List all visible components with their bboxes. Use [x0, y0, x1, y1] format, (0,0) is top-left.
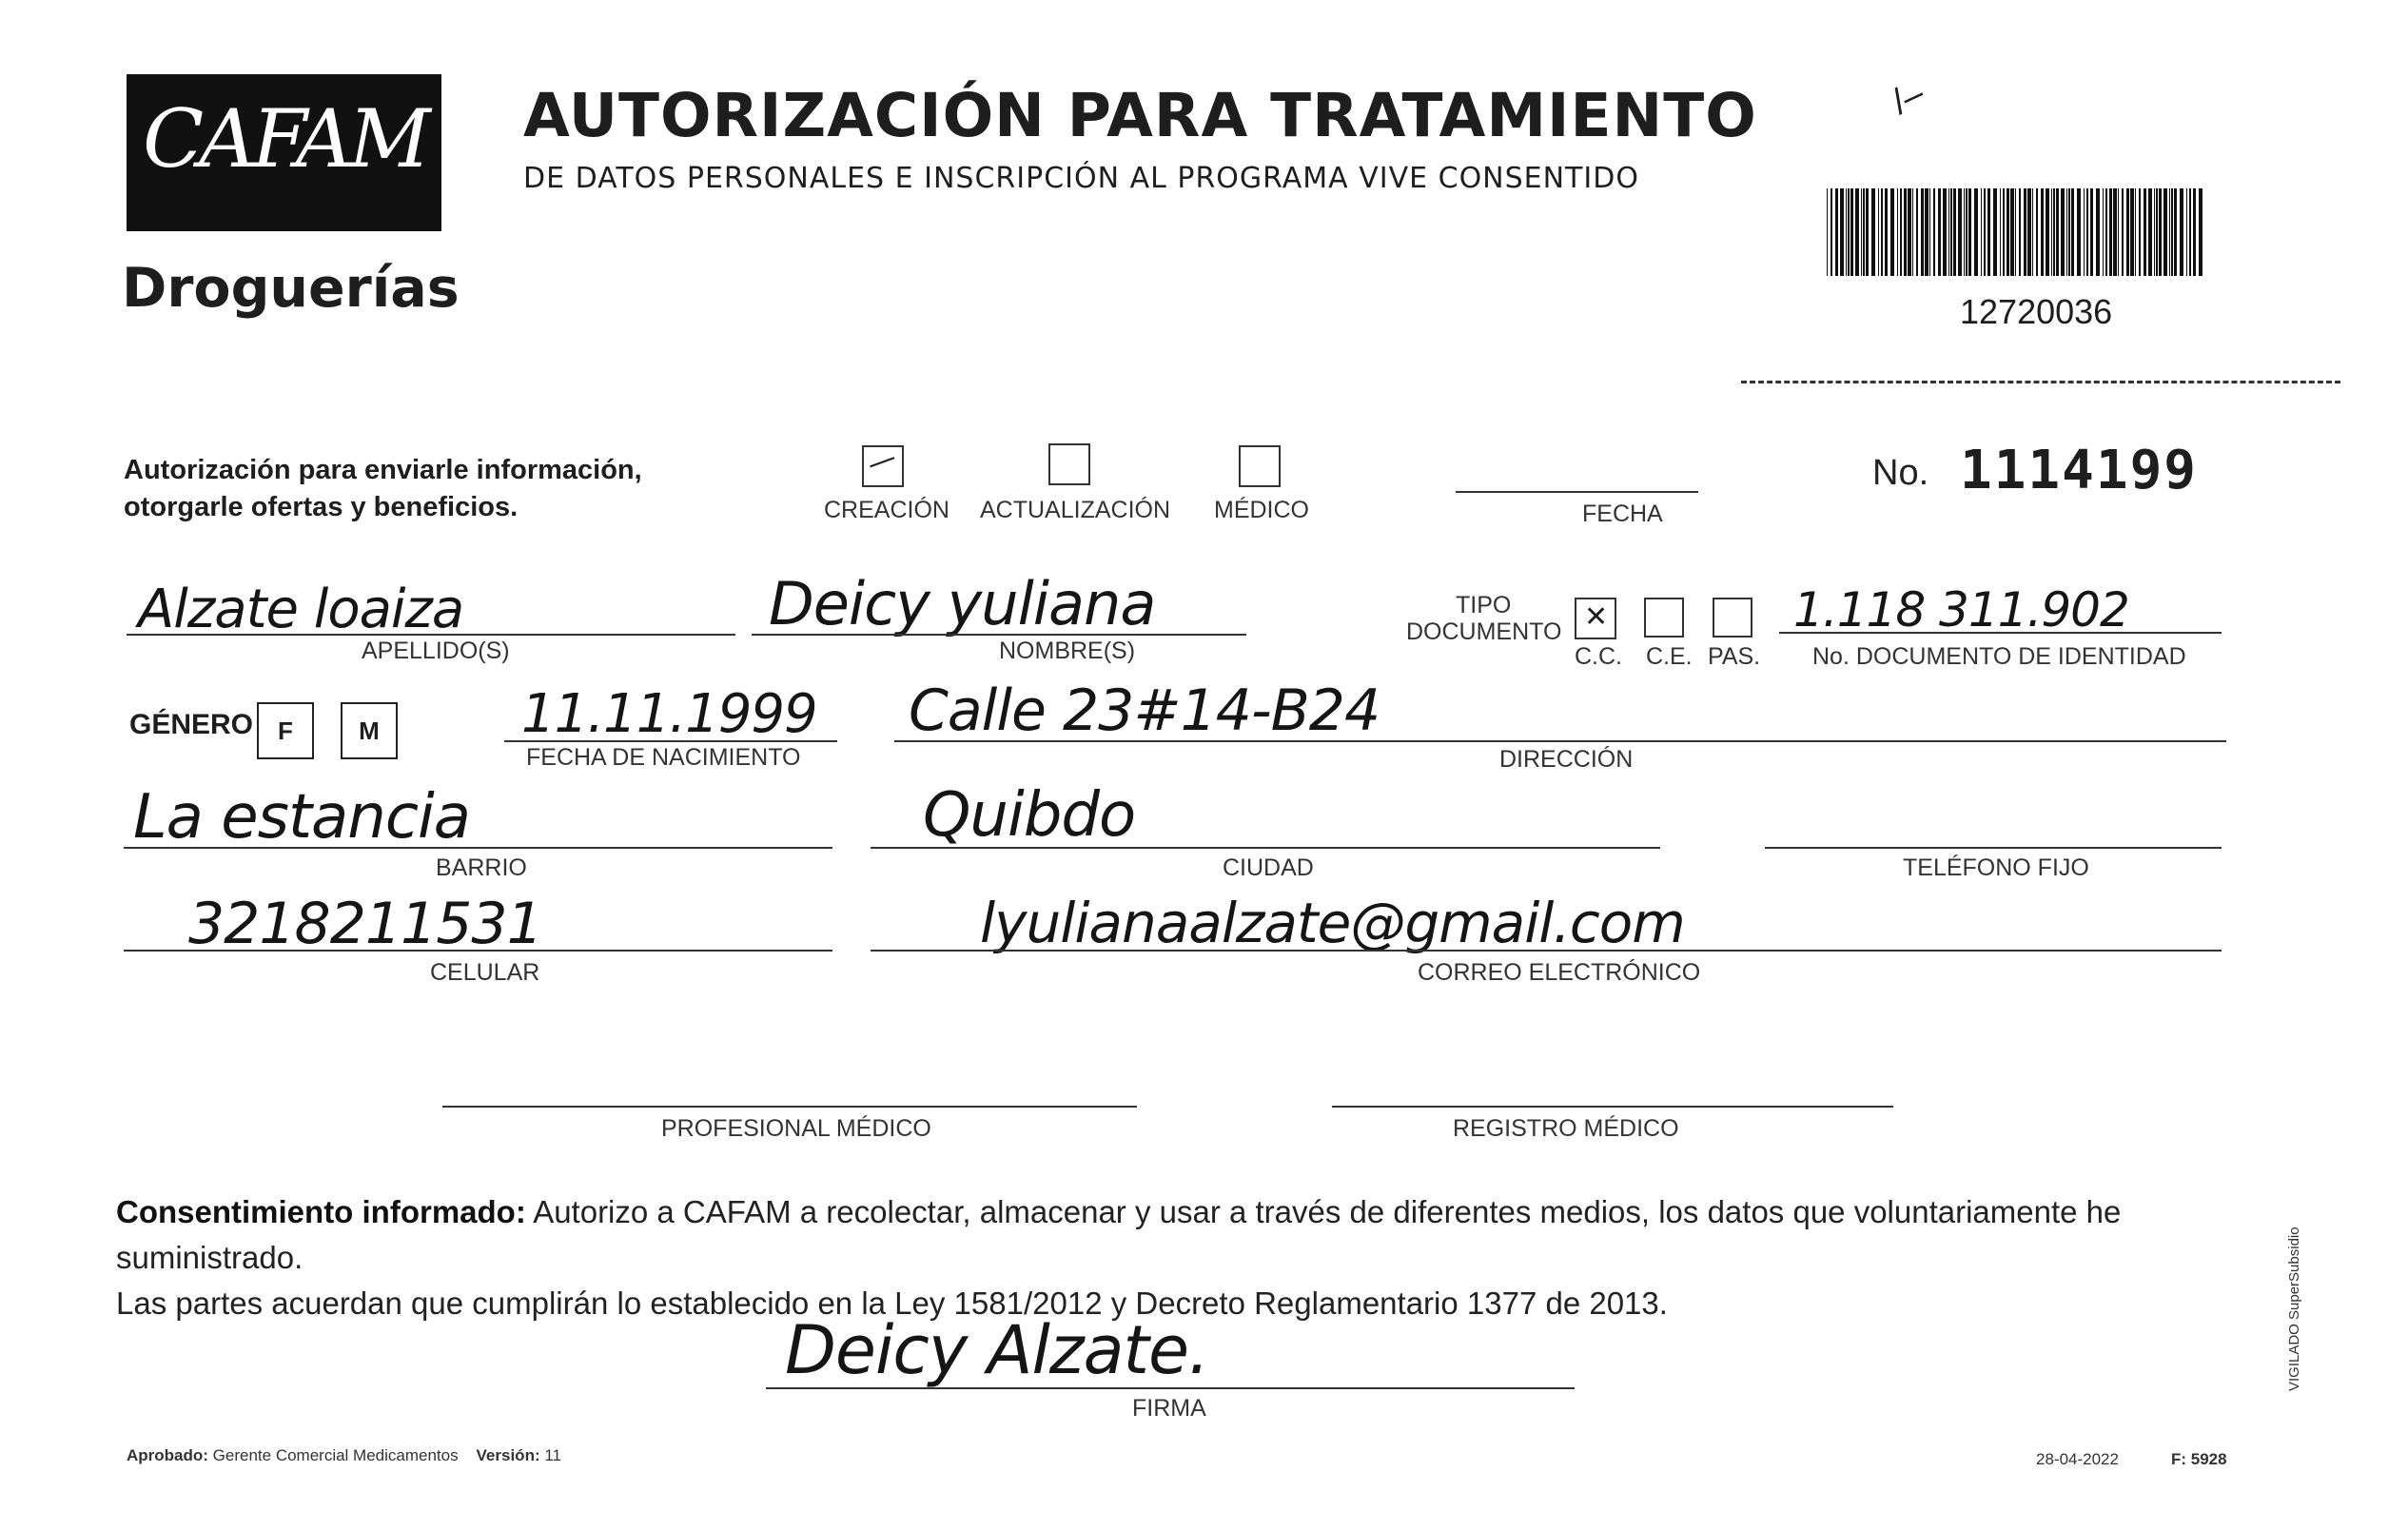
vigilado-text: VIGILADO SuperSubsidio	[2286, 1227, 2302, 1391]
doc-number-label: No. DOCUMENTO DE IDENTIDAD	[1812, 643, 2186, 670]
number-value: 1114199	[1960, 440, 2199, 501]
authorization-intro-1: Autorización para enviarle información,	[124, 455, 642, 485]
footer-form-code: F: 5928	[2171, 1450, 2227, 1468]
signature-line[interactable]	[766, 1387, 1575, 1389]
nombres-label: NOMBRE(S)	[999, 638, 1136, 664]
celular-line[interactable]	[124, 950, 832, 952]
apellidos-value: Alzate loaiza	[138, 579, 464, 640]
registro-label: REGISTRO MÉDICO	[1453, 1115, 1679, 1142]
ciudad-label: CIUDAD	[1223, 854, 1314, 881]
signature-value: Deicy Alzate.	[785, 1311, 1209, 1389]
creacion-checkbox[interactable]	[862, 440, 904, 487]
x-mark-icon: ✕	[1584, 600, 1609, 634]
version-label: Versión:	[476, 1446, 540, 1464]
form-title: AUTORIZACIÓN PARA TRATAMIENTO	[523, 81, 1757, 150]
telefono-line[interactable]	[1765, 847, 2222, 849]
authorization-intro-2: otorgarle ofertas y beneficios.	[124, 492, 519, 522]
nombres-value: Deicy yuliana	[769, 569, 1156, 638]
profesional-label: PROFESIONAL MÉDICO	[661, 1115, 931, 1142]
apellidos-label: APELLIDO(S)	[362, 638, 510, 664]
doc-number-value: 1.118 311.902	[1793, 582, 2129, 638]
cc-checkbox[interactable]	[1575, 598, 1616, 639]
barrio-label: BARRIO	[436, 854, 527, 881]
creacion-label: CREACIÓN	[824, 497, 949, 523]
consent-text-1: Autorizo a CAFAM a recolectar, almacenar y usar a través de diferentes medios, los datos que voluntariamente he suministrado.	[116, 1194, 2122, 1275]
ciudad-value: Quibdo	[923, 780, 1136, 851]
doc-number-line[interactable]	[1779, 632, 2222, 634]
medico-checkbox[interactable]	[1239, 445, 1281, 487]
correo-value: lyulianaalzate@gmail.com	[980, 891, 1685, 955]
apellidos-line[interactable]	[127, 634, 735, 636]
tear-line	[1741, 381, 2340, 383]
correo-line[interactable]	[871, 950, 2222, 952]
signature-label: FIRMA	[1132, 1395, 1206, 1422]
pas-label: PAS.	[1708, 643, 1761, 670]
cc-label: C.C.	[1575, 643, 1622, 670]
celular-value: 3218211531	[188, 891, 542, 957]
profesional-line[interactable]	[442, 1106, 1137, 1108]
telefono-label: TELÉFONO FIJO	[1903, 854, 2089, 881]
number-label: No.	[1872, 453, 1929, 493]
ce-checkbox[interactable]	[1644, 598, 1684, 638]
aprobado-label: Aprobado:	[127, 1446, 208, 1464]
consent-text-2: Las partes acuerdan que cumplirán lo establecido en la Ley 1581/2012 y Decreto Reglamentario 1377 de 2013.	[116, 1286, 1668, 1321]
ce-label: C.E.	[1646, 643, 1693, 670]
correo-label: CORREO ELECTRÓNICO	[1418, 959, 1701, 986]
fecha-nac-line[interactable]	[504, 740, 837, 742]
check-mark-icon: —	[862, 440, 901, 482]
logo-text: CAFAM	[143, 92, 426, 186]
ciudad-line[interactable]	[871, 847, 1660, 849]
footer-left	[127, 1446, 561, 1465]
direccion-value: Calle 23#14-B24	[909, 677, 1380, 744]
direccion-label: DIRECCIÓN	[1499, 746, 1634, 773]
fecha-nac-value: 11.11.1999	[521, 683, 817, 745]
consent-paragraph	[116, 1189, 2247, 1326]
barrio-line[interactable]	[124, 847, 832, 849]
fecha-label: FECHA	[1582, 501, 1663, 527]
genero-label: GÉNERO	[129, 709, 254, 740]
medico-label: MÉDICO	[1214, 497, 1309, 523]
genero-m-checkbox[interactable]: M	[341, 702, 398, 759]
direccion-line[interactable]	[894, 740, 2226, 742]
actualizacion-label: ACTUALIZACIÓN	[980, 497, 1171, 523]
form-subtitle: DE DATOS PERSONALES E INSCRIPCIÓN AL PROGRAMA VIVE CONSENTIDO	[523, 162, 1639, 195]
pas-checkbox[interactable]	[1713, 598, 1752, 638]
version-value: 11	[544, 1446, 562, 1464]
genero-f-checkbox[interactable]: F	[257, 702, 314, 759]
tipo-label: TIPO	[1456, 592, 1512, 618]
fecha-line[interactable]	[1456, 491, 1698, 493]
footer-date: 28-04-2022	[2036, 1450, 2119, 1468]
barcode	[1827, 188, 2205, 276]
fecha-nac-label: FECHA DE NACIMIENTO	[526, 744, 801, 771]
barcode-number: 12720036	[1960, 292, 2113, 331]
registro-line[interactable]	[1332, 1106, 1893, 1108]
consent-heading: Consentimiento informado:	[116, 1194, 526, 1229]
logo-subtitle: Droguerías	[122, 257, 460, 320]
aprobado-value: Gerente Comercial Medicamentos	[212, 1446, 459, 1464]
corner-mark: /–	[1886, 73, 1930, 123]
celular-label: CELULAR	[430, 959, 540, 986]
nombres-line[interactable]	[752, 634, 1246, 636]
barrio-value: La estancia	[133, 782, 470, 853]
actualizacion-checkbox[interactable]	[1048, 443, 1090, 485]
documento-label: DOCUMENTO	[1406, 618, 1562, 645]
